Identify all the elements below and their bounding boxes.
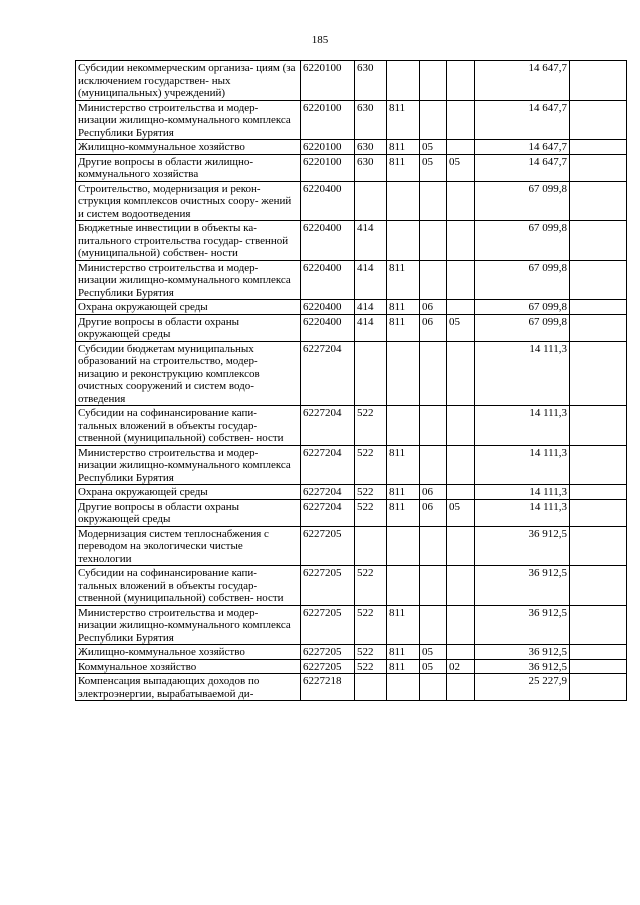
row-name-cell: Министерство строительства и модер- низации жилищно-коммунального комплекса Республики Бурятия [76, 445, 301, 485]
row-group-cell: 522 [355, 605, 387, 645]
row-name-cell: Другие вопросы в области охраны окружающей среды [76, 499, 301, 526]
row-code-cell: 6227205 [301, 645, 355, 660]
row-subsection-cell [447, 605, 475, 645]
row-subsection-cell [447, 140, 475, 155]
row-empty-cell [570, 61, 627, 101]
row-empty-cell [570, 566, 627, 606]
table-row [76, 566, 627, 606]
row-amount-cell: 14 647,7 [475, 140, 570, 155]
row-section-cell [420, 605, 447, 645]
row-subsection-cell [447, 260, 475, 300]
table-row [76, 445, 627, 485]
row-name-cell: Субсидии бюджетам муниципальных образований на строительство, модер- низацию и реконструкцию комплексов очистных сооружений и систем водо- отведения [76, 341, 301, 406]
row-name-cell: Субсидии на софинансирование капи- тальных вложений в объекты государ- ственной (муниципальной) собствен- ности [76, 566, 301, 606]
row-section-cell [420, 566, 447, 606]
row-name-cell: Другие вопросы в области охраны окружающей среды [76, 314, 301, 341]
row-empty-cell [570, 140, 627, 155]
row-amount-cell: 14 111,3 [475, 445, 570, 485]
row-dept-cell: 811 [387, 300, 420, 315]
table-row [76, 140, 627, 155]
row-amount-cell: 36 912,5 [475, 659, 570, 674]
table-row [76, 314, 627, 341]
row-group-cell: 630 [355, 61, 387, 101]
row-amount-cell: 14 647,7 [475, 61, 570, 101]
row-section-cell [420, 61, 447, 101]
row-group-cell: 414 [355, 221, 387, 261]
row-dept-cell: 811 [387, 154, 420, 181]
row-dept-cell: 811 [387, 659, 420, 674]
row-amount-cell: 14 111,3 [475, 499, 570, 526]
table-row [76, 674, 627, 701]
row-subsection-cell [447, 300, 475, 315]
row-dept-cell [387, 674, 420, 701]
row-code-cell: 6220400 [301, 314, 355, 341]
row-code-cell: 6220400 [301, 260, 355, 300]
row-section-cell: 05 [420, 645, 447, 660]
row-code-cell: 6220100 [301, 100, 355, 140]
row-subsection-cell [447, 485, 475, 500]
row-group-cell: 522 [355, 659, 387, 674]
row-section-cell [420, 100, 447, 140]
row-empty-cell [570, 674, 627, 701]
row-name-cell: Другие вопросы в области жилищно- коммунального хозяйства [76, 154, 301, 181]
row-group-cell: 522 [355, 406, 387, 446]
row-subsection-cell [447, 526, 475, 566]
table-row [76, 260, 627, 300]
row-dept-cell [387, 566, 420, 606]
row-empty-cell [570, 181, 627, 221]
row-amount-cell: 14 647,7 [475, 100, 570, 140]
row-code-cell: 6227205 [301, 659, 355, 674]
row-empty-cell [570, 341, 627, 406]
row-empty-cell [570, 499, 627, 526]
row-dept-cell: 811 [387, 499, 420, 526]
table-row [76, 341, 627, 406]
row-name-cell: Субсидии некоммерческим организа- циям (за исключением государствен- ных (муниципальных) учреждений) [76, 61, 301, 101]
row-group-cell: 522 [355, 645, 387, 660]
row-empty-cell [570, 100, 627, 140]
row-name-cell: Коммунальное хозяйство [76, 659, 301, 674]
row-empty-cell [570, 406, 627, 446]
row-amount-cell: 67 099,8 [475, 314, 570, 341]
row-section-cell [420, 341, 447, 406]
row-amount-cell: 36 912,5 [475, 605, 570, 645]
row-section-cell [420, 260, 447, 300]
table-row [76, 181, 627, 221]
budget-table [75, 60, 627, 701]
table-row [76, 221, 627, 261]
row-amount-cell: 14 111,3 [475, 485, 570, 500]
row-name-cell: Бюджетные инвестиции в объекты ка- питального строительства государ- ственной (муниципальной) собствен- ности [76, 221, 301, 261]
row-code-cell: 6220400 [301, 221, 355, 261]
row-code-cell: 6220100 [301, 61, 355, 101]
row-amount-cell: 67 099,8 [475, 221, 570, 261]
row-amount-cell: 36 912,5 [475, 566, 570, 606]
budget-table-body [76, 61, 627, 701]
row-empty-cell [570, 485, 627, 500]
row-subsection-cell [447, 341, 475, 406]
row-group-cell: 414 [355, 300, 387, 315]
row-section-cell: 05 [420, 154, 447, 181]
row-group-cell [355, 341, 387, 406]
row-empty-cell [570, 221, 627, 261]
row-code-cell: 6227204 [301, 485, 355, 500]
page-number: 185 [311, 34, 329, 46]
row-name-cell: Компенсация выпадающих доходов по электроэнергии, вырабатываемой ди- [76, 674, 301, 701]
table-row [76, 659, 627, 674]
row-amount-cell: 36 912,5 [475, 645, 570, 660]
row-dept-cell: 811 [387, 645, 420, 660]
row-subsection-cell: 05 [447, 154, 475, 181]
row-section-cell [420, 526, 447, 566]
row-empty-cell [570, 659, 627, 674]
row-dept-cell: 811 [387, 314, 420, 341]
row-section-cell [420, 674, 447, 701]
row-section-cell: 06 [420, 314, 447, 341]
row-dept-cell: 811 [387, 485, 420, 500]
row-subsection-cell [447, 61, 475, 101]
row-subsection-cell [447, 100, 475, 140]
row-group-cell [355, 181, 387, 221]
row-dept-cell: 811 [387, 100, 420, 140]
table-row [76, 499, 627, 526]
row-dept-cell: 811 [387, 445, 420, 485]
row-dept-cell [387, 526, 420, 566]
row-group-cell: 522 [355, 566, 387, 606]
row-dept-cell: 811 [387, 605, 420, 645]
table-row [76, 100, 627, 140]
row-section-cell [420, 445, 447, 485]
table-row [76, 645, 627, 660]
row-name-cell: Министерство строительства и модер- низации жилищно-коммунального комплекса Республики Бурятия [76, 605, 301, 645]
row-group-cell [355, 526, 387, 566]
row-name-cell: Жилищно-коммунальное хозяйство [76, 140, 301, 155]
row-empty-cell [570, 260, 627, 300]
row-dept-cell [387, 221, 420, 261]
row-amount-cell: 14 111,3 [475, 406, 570, 446]
row-group-cell: 630 [355, 154, 387, 181]
row-empty-cell [570, 154, 627, 181]
row-subsection-cell [447, 221, 475, 261]
row-section-cell [420, 406, 447, 446]
row-code-cell: 6227204 [301, 499, 355, 526]
row-code-cell: 6220100 [301, 140, 355, 155]
row-subsection-cell: 02 [447, 659, 475, 674]
row-dept-cell: 811 [387, 260, 420, 300]
row-amount-cell: 67 099,8 [475, 181, 570, 221]
row-amount-cell: 67 099,8 [475, 260, 570, 300]
row-section-cell: 06 [420, 300, 447, 315]
row-code-cell: 6220400 [301, 300, 355, 315]
table-row [76, 605, 627, 645]
row-name-cell: Модернизация систем теплоснабжения с переводом на экологически чистые технологии [76, 526, 301, 566]
row-amount-cell: 36 912,5 [475, 526, 570, 566]
row-group-cell: 522 [355, 499, 387, 526]
row-section-cell [420, 221, 447, 261]
row-name-cell: Министерство строительства и модер- низации жилищно-коммунального комплекса Республики Бурятия [76, 260, 301, 300]
row-dept-cell: 811 [387, 140, 420, 155]
row-group-cell: 522 [355, 485, 387, 500]
row-code-cell: 6220400 [301, 181, 355, 221]
row-code-cell: 6227205 [301, 566, 355, 606]
row-group-cell [355, 674, 387, 701]
row-dept-cell [387, 341, 420, 406]
row-group-cell: 630 [355, 100, 387, 140]
row-amount-cell: 67 099,8 [475, 300, 570, 315]
row-code-cell: 6220100 [301, 154, 355, 181]
row-empty-cell [570, 445, 627, 485]
row-code-cell: 6227204 [301, 445, 355, 485]
row-subsection-cell: 05 [447, 499, 475, 526]
table-row [76, 485, 627, 500]
row-code-cell: 6227204 [301, 406, 355, 446]
row-amount-cell: 25 227,9 [475, 674, 570, 701]
table-row [76, 300, 627, 315]
row-empty-cell [570, 645, 627, 660]
row-subsection-cell [447, 406, 475, 446]
row-dept-cell [387, 61, 420, 101]
row-name-cell: Министерство строительства и модер- низации жилищно-коммунального комплекса Республики Бурятия [76, 100, 301, 140]
table-row [76, 154, 627, 181]
row-subsection-cell [447, 566, 475, 606]
row-code-cell: 6227205 [301, 605, 355, 645]
row-subsection-cell: 05 [447, 314, 475, 341]
row-name-cell: Субсидии на софинансирование капи- тальных вложений в объекты государ- ственной (муниципальной) собствен- ности [76, 406, 301, 446]
row-empty-cell [570, 605, 627, 645]
table-row [76, 526, 627, 566]
row-section-cell [420, 181, 447, 221]
row-section-cell: 06 [420, 499, 447, 526]
row-name-cell: Охрана окружающей среды [76, 300, 301, 315]
row-group-cell: 522 [355, 445, 387, 485]
row-subsection-cell [447, 181, 475, 221]
row-dept-cell [387, 406, 420, 446]
row-name-cell: Строительство, модернизация и рекон- струкция комплексов очистных соору- жений и систем водоотведения [76, 181, 301, 221]
row-empty-cell [570, 526, 627, 566]
row-group-cell: 630 [355, 140, 387, 155]
row-code-cell: 6227218 [301, 674, 355, 701]
row-empty-cell [570, 300, 627, 315]
row-section-cell: 06 [420, 485, 447, 500]
row-subsection-cell [447, 645, 475, 660]
row-section-cell: 05 [420, 659, 447, 674]
table-row [76, 61, 627, 101]
row-dept-cell [387, 181, 420, 221]
row-empty-cell [570, 314, 627, 341]
row-name-cell: Охрана окружающей среды [76, 485, 301, 500]
row-name-cell: Жилищно-коммунальное хозяйство [76, 645, 301, 660]
row-group-cell: 414 [355, 260, 387, 300]
row-code-cell: 6227204 [301, 341, 355, 406]
row-amount-cell: 14 647,7 [475, 154, 570, 181]
table-row [76, 406, 627, 446]
row-amount-cell: 14 111,3 [475, 341, 570, 406]
row-subsection-cell [447, 445, 475, 485]
row-subsection-cell [447, 674, 475, 701]
row-code-cell: 6227205 [301, 526, 355, 566]
row-group-cell: 414 [355, 314, 387, 341]
row-section-cell: 05 [420, 140, 447, 155]
